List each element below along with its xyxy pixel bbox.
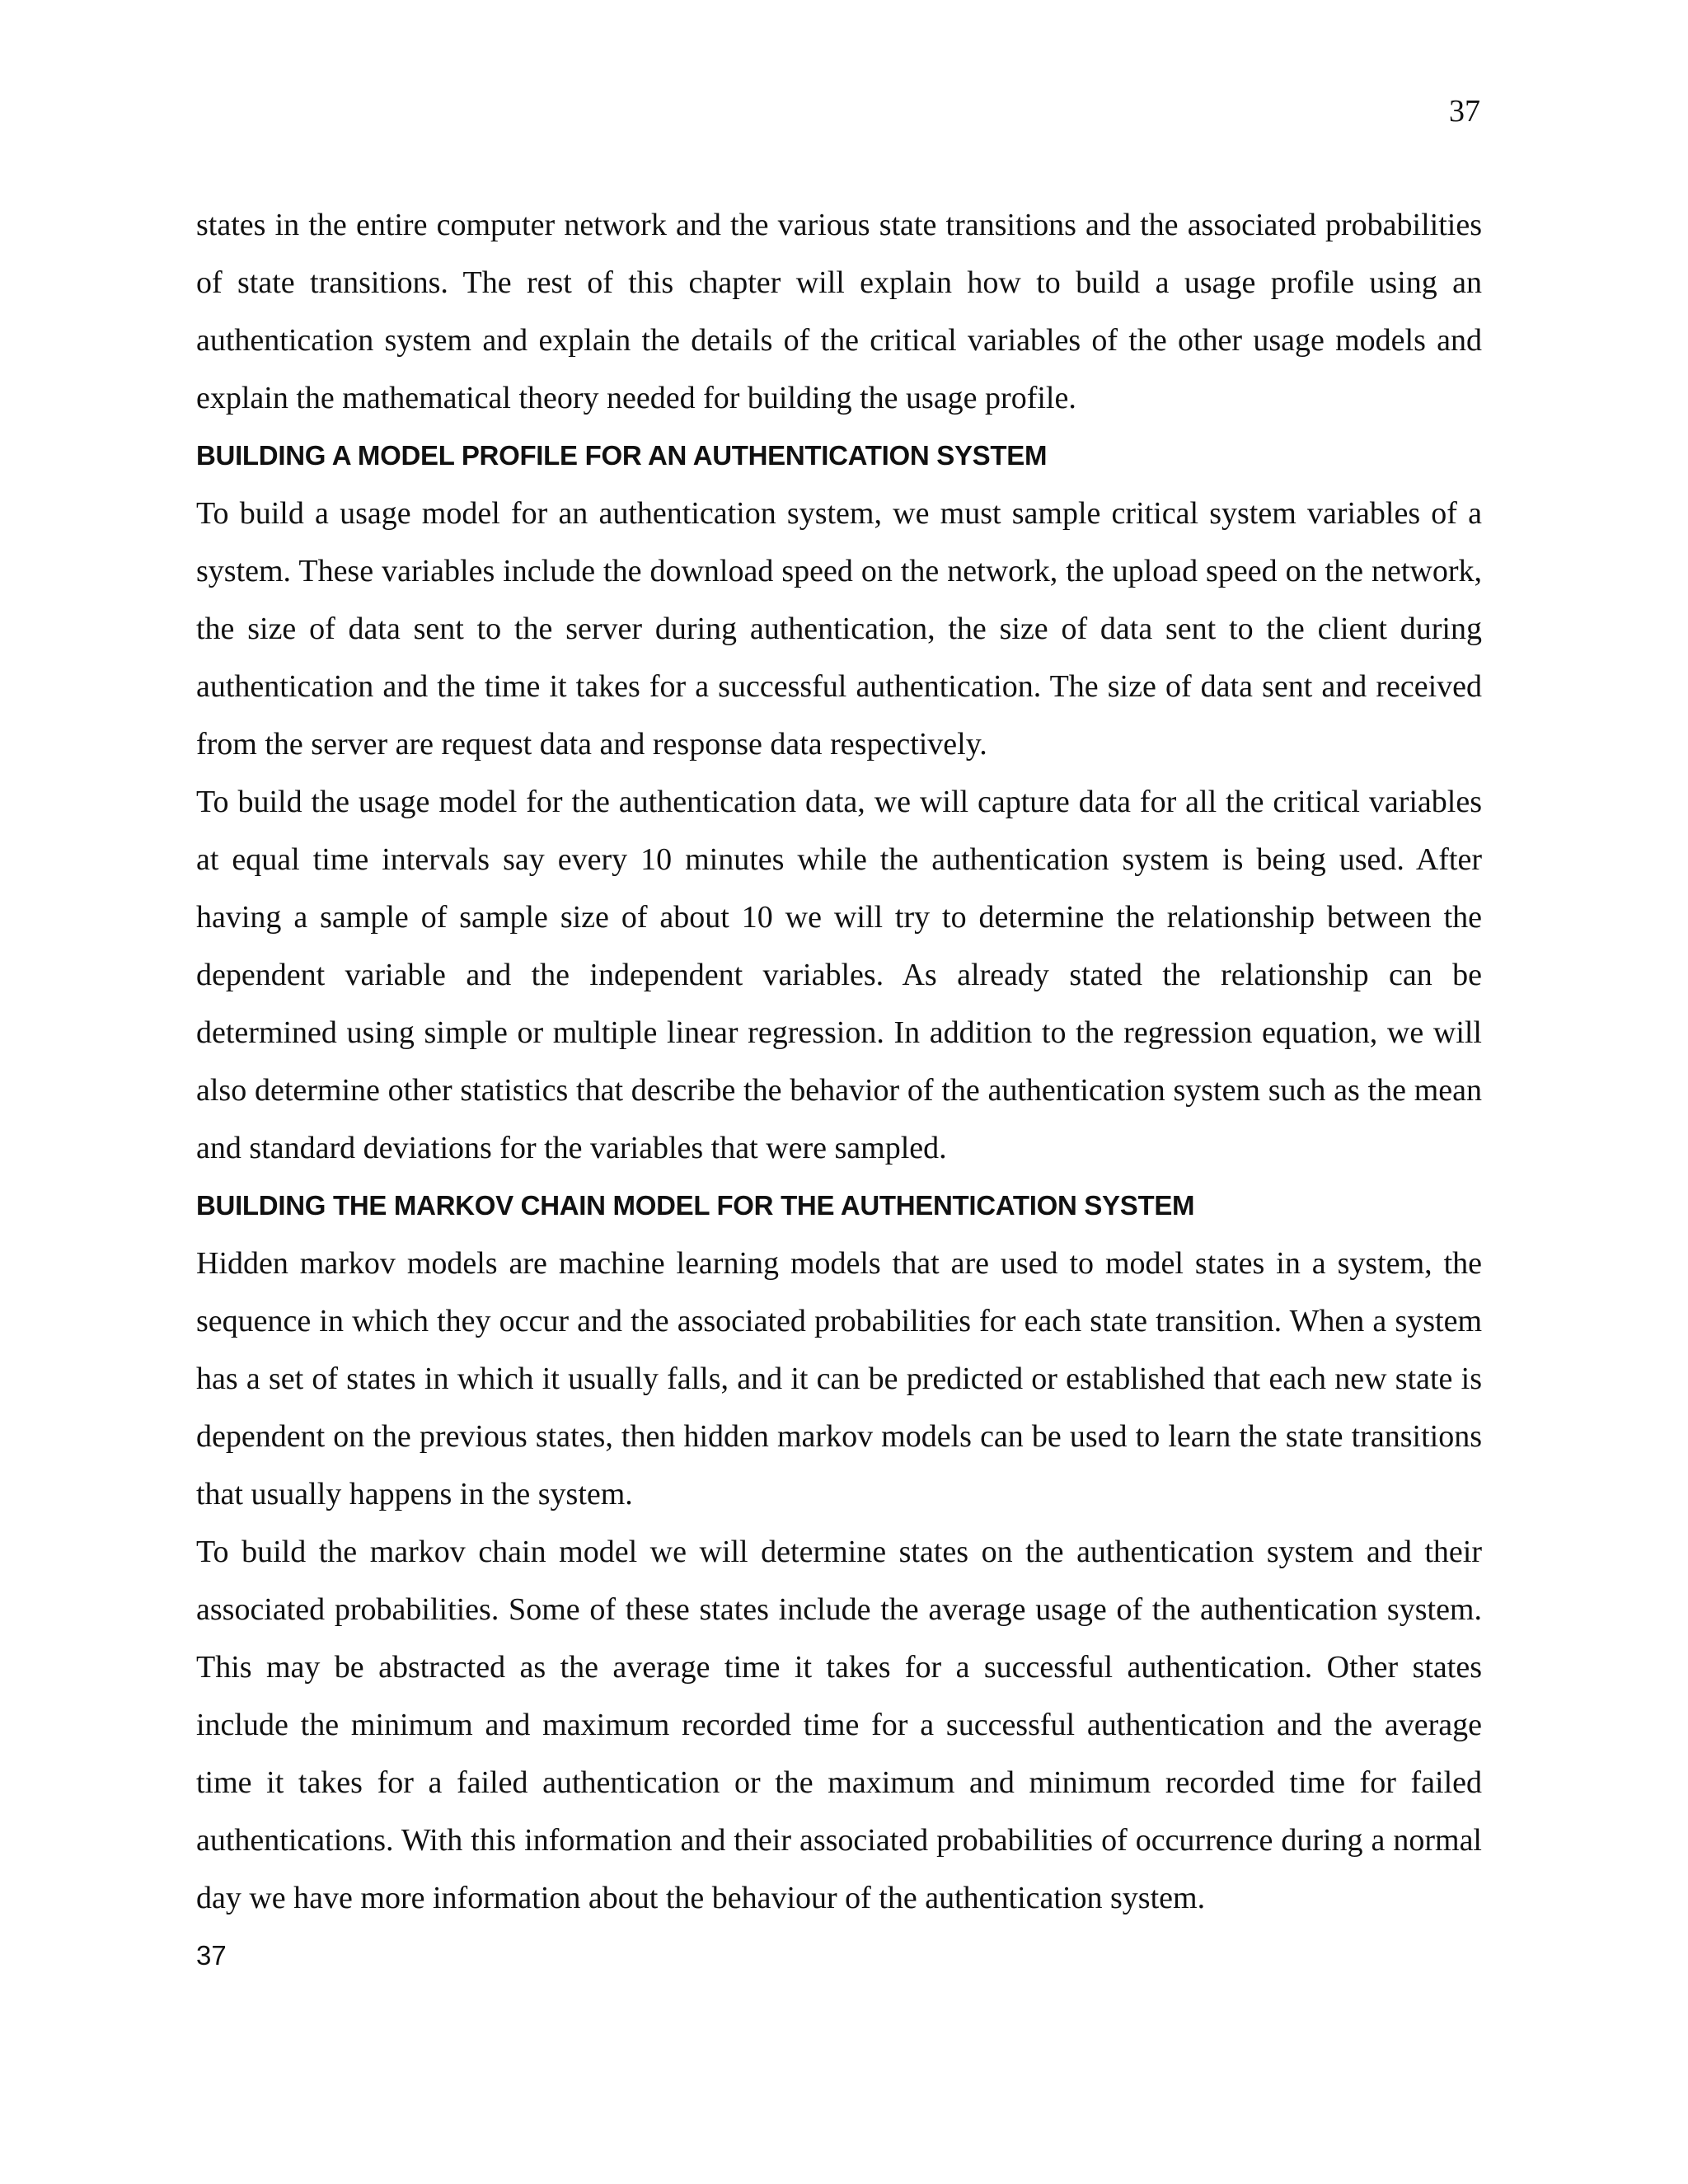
page-number-footer: 37: [196, 1940, 227, 1971]
paragraph-usage-model-variables: To build a usage model for an authentication system, we must sample critical system variables of a system. These variables include the download speed on the network, the upload speed on the network, the size of data sent to the server during authentication, the size of data sent to the client during authentication and the time it takes for a successful authentication. The size of data sent and received from the server are request data and response data respectively.: [196, 496, 1482, 762]
page-number-header: 37: [1449, 94, 1480, 129]
paragraph-usage-model-sampling: To build the usage model for the authentication data, we will capture data for all the critical variables at equal time intervals say every 10 minutes while the authentication system is being used. After having a sample of sample size of about 10 we will try to determine the relationship between the dependent variable and the independent variables. As already stated the relationship can be determined using simple or multiple linear regression. In addition to the regression equation, we will also determine other statistics that describe the behavior of the authentication system such as the mean and standard deviations for the variables that were sampled.: [196, 785, 1482, 1165]
section-heading-markov-chain: BUILDING THE MARKOV CHAIN MODEL FOR THE AUTHENTICATION SYSTEM: [196, 1190, 1195, 1221]
paragraph-hidden-markov: Hidden markov models are machine learning models that are used to model states in a system, the sequence in which they occur and the associated probabilities for each state transition. When a system has a set of states in which it usually falls, and it can be predicted or established that each new state is dependent on the previous states, then hidden markov models can be used to learn the state transitions that usually happens in the system.: [196, 1246, 1482, 1511]
section-heading-model-profile: BUILDING A MODEL PROFILE FOR AN AUTHENTICATION SYSTEM: [196, 440, 1048, 471]
page-body: [196, 196, 1482, 1985]
paragraph-markov-states: To build the markov chain model we will determine states on the authentication system and their associated probabilities. Some of these states include the average usage of the authentication system. This may be abstracted as the average time it takes for a successful authentication. Other states include the minimum and maximum recorded time for a successful authentication and the average time it takes for a failed authentication or the maximum and minimum recorded time for failed authentications. With this information and their associated probabilities of occurrence during a normal day we have more information about the behaviour of the authentication system.: [196, 1535, 1482, 1915]
paragraph-intro: states in the entire computer network and the various state transitions and the associated probabilities of state transitions. The rest of this chapter will explain how to build a usage profile using an authentication system and explain the details of the critical variables of the other usage models and explain the mathematical theory needed for building the usage profile.: [196, 208, 1482, 415]
